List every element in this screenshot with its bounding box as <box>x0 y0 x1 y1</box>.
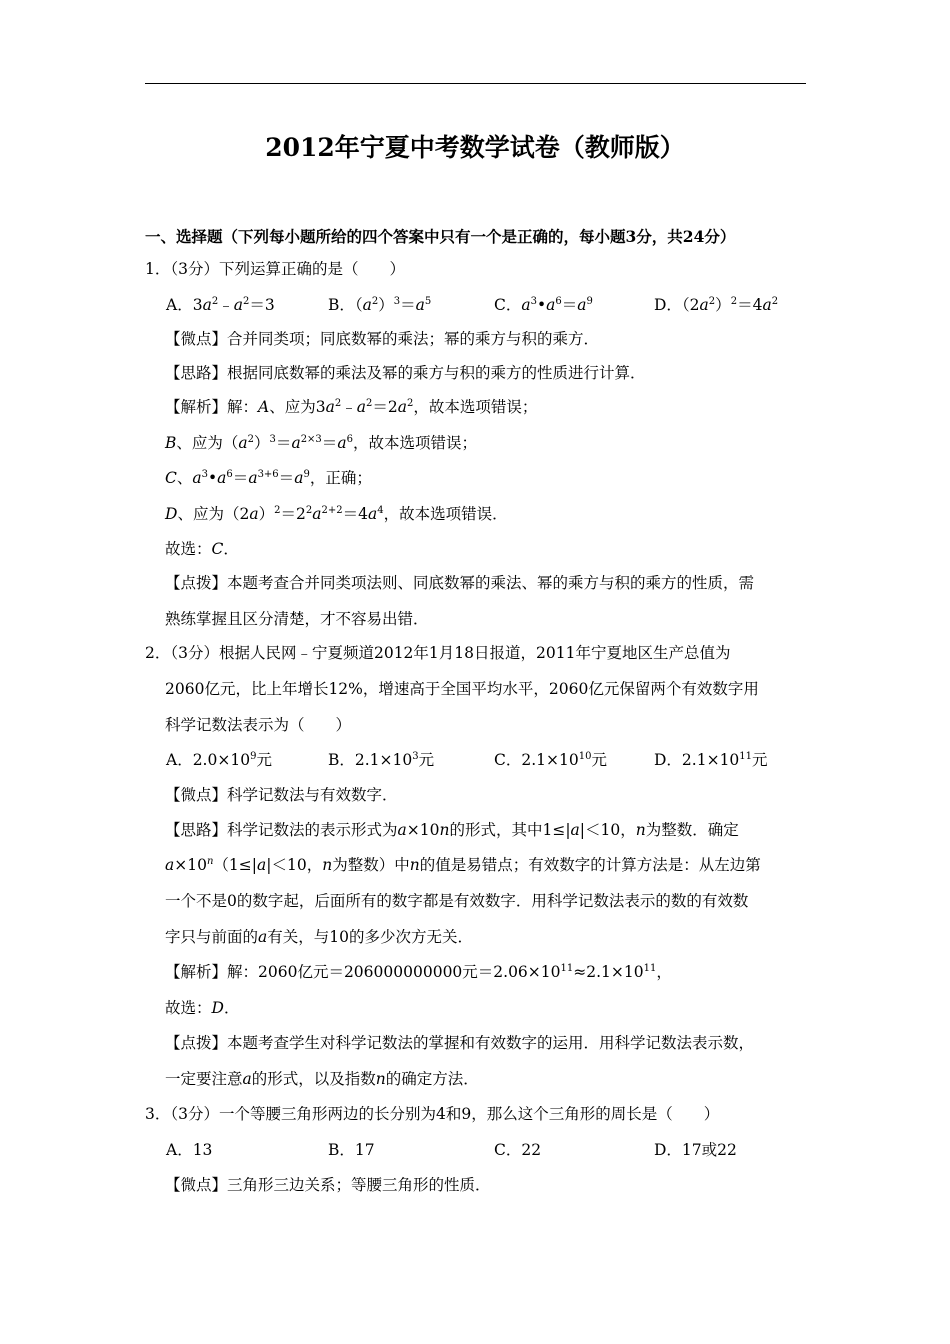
header-rule <box>145 83 806 84</box>
page-title: 2012年宁夏中考数学试卷（教师版） <box>265 133 685 162</box>
q2-stem-line3: 科学记数法表示为（ ） <box>165 716 352 734</box>
q3-option-a: A．13 <box>166 1141 213 1159</box>
q2-stem-line1: 2．（3分）根据人民网﹣宁夏频道2012年1月18日报道，2011年宁夏地区生产总值为 <box>145 644 731 662</box>
q2-answer: 故选：D． <box>165 999 240 1017</box>
q1-answer: 故选：C． <box>165 540 239 558</box>
q1-option-a: A．$3a^2﹣a^2=3$ <box>166 295 275 314</box>
q2-option-a: A．$2.0\times 10^9$元 <box>166 750 272 769</box>
q1-dianbo-line1: 【点拨】本题考查合并同类项法则、同底数幂的乘法、幂的乘方与积的乘方的性质，需 <box>165 574 755 592</box>
q2-silu-line3: 一个不是0的数字起，后面所有的数字都是有效数字．用科学记数法表示的数的有效数 <box>165 892 749 910</box>
q1-jiexi-b: B、应为$(a^2)^3=a^{2\times 3}=a^6$，故本选项错误； <box>165 433 477 452</box>
q2-silu-line4: 字只与前面的a有关，与10的多少次方无关． <box>165 928 473 946</box>
q3-weidian: 【微点】三角形三边关系；等腰三角形的性质． <box>165 1176 491 1194</box>
q2-option-c: C．$2.1\times 10^{10}$元 <box>494 750 607 769</box>
q1-silu: 【思路】根据同底数幂的乘法及幂的乘方与积的乘方的性质进行计算． <box>165 364 646 382</box>
q1-jiexi-c: C、$a^3•a^6=a^{3+6}=a^9$，正确； <box>165 468 372 487</box>
q1-jiexi-d: D、应为$(2a)^2=2^2a^{2+2}=4a^4$，故本选项错误． <box>165 504 508 523</box>
q2-weidian: 【微点】科学记数法与有效数字． <box>165 786 398 804</box>
section-heading: 一、选择题（下列每小题所给的四个答案中只有一个是正确的，每小题3分，共24分） <box>145 227 736 246</box>
q3-stem: 3．（3分）一个等腰三角形两边的长分别为4和9，那么这个三角形的周长是（ ） <box>145 1105 720 1123</box>
q2-silu-line2: $a\times 10^n(1\le|a|<10$，n为整数）中n的值是易错点；有效数字的计算方法是：从左边第 <box>165 855 761 874</box>
q2-silu-line1: 【思路】科学记数法的表示形式为a×10n的形式，其中1≤|a|＜10，n为整数．确定 <box>165 821 739 839</box>
q1-stem: 1．（3分）下列运算正确的是（ ） <box>145 260 405 278</box>
q1-dianbo-line2: 熟练掌握且区分清楚，才不容易出错． <box>165 610 429 628</box>
q3-option-c: C．22 <box>494 1141 542 1159</box>
q2-jiexi: 【解析】解：2060亿元＝206000000000元$=2.06\times 10^{11}\approx 2.1\times 10^{11}$， <box>165 962 672 981</box>
q2-option-d: D．$2.1\times 10^{11}$元 <box>654 750 768 769</box>
q1-option-c: C．$a^3•a^6=a^9$ <box>494 295 593 314</box>
q2-option-b: B．$2.1\times 10^3$元 <box>328 750 435 769</box>
q1-jiexi-a: 【解析】解：A、应为$3a^2﹣a^2=2a^2$，故本选项错误； <box>165 397 538 416</box>
q1-option-b: B．$(a^2)^3=a^5$ <box>328 295 432 314</box>
q2-stem-line2: 2060亿元，比上年增长12%，增速高于全国平均水平，2060亿元保留两个有效数字用 <box>165 680 759 698</box>
q3-option-d: D．17或22 <box>654 1141 737 1159</box>
q1-weidian: 【微点】合并同类项；同底数幂的乘法；幂的乘方与积的乘方． <box>165 330 600 348</box>
q3-option-b: B．17 <box>328 1141 375 1159</box>
q1-option-d: D．$(2a^2)^2=4a^2$ <box>654 295 779 314</box>
q2-dianbo-line2: 一定要注意a的形式，以及指数n的确定方法． <box>165 1070 479 1088</box>
q2-dianbo-line1: 【点拨】本题考查学生对科学记数法的掌握和有效数字的运用．用科学记数法表示数， <box>165 1034 755 1052</box>
